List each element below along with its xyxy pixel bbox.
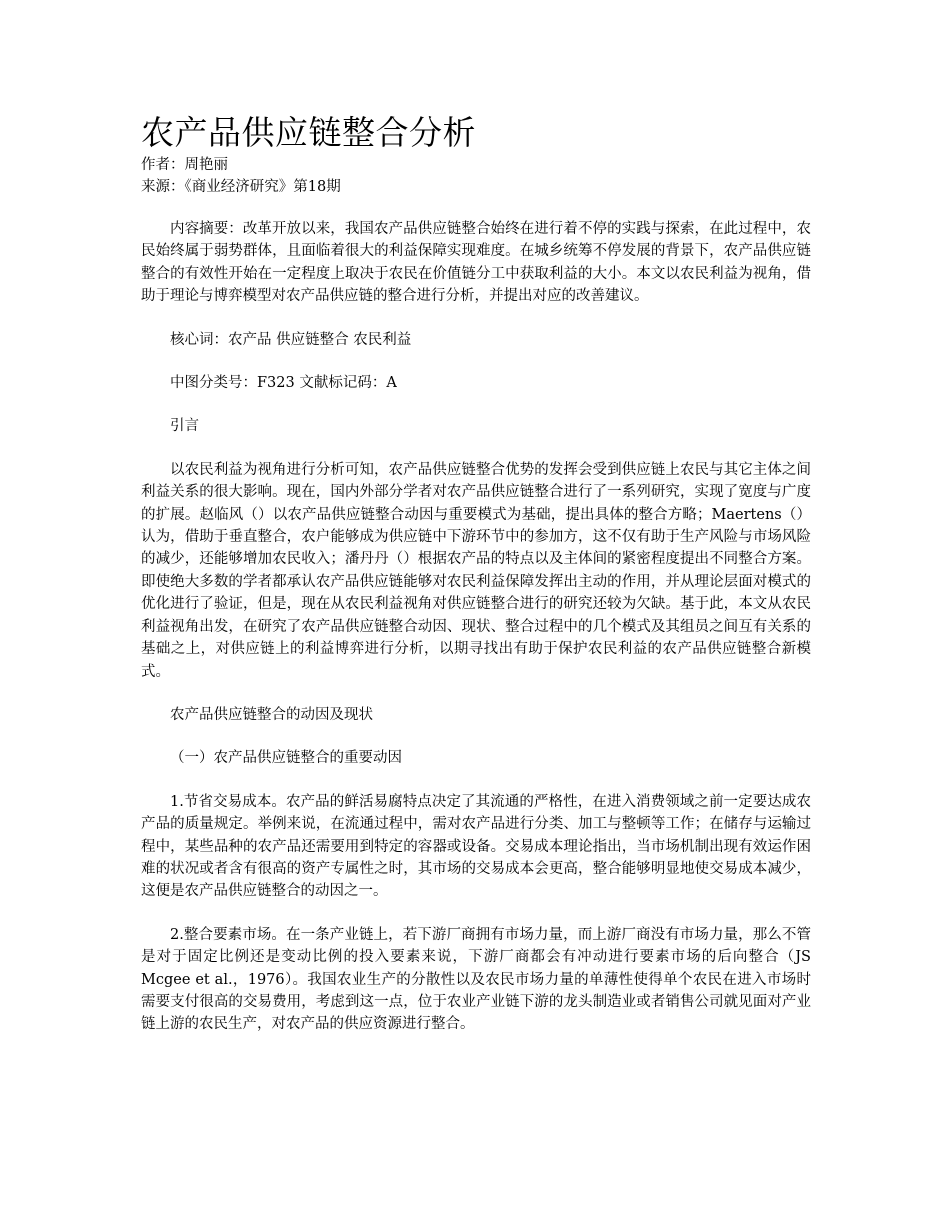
- abstract-paragraph: 内容摘要：改革开放以来，我国农产品供应链整合始终在进行着不停的实践与探索，在此过程中，农民始终属于弱势群体，且面临着很大的利益保障实现难度。在城乡统筹不停发展的背景下，农产品供应链整合的有效性开始在一定程度上取决于农民在价值链分工中获取利益的大小。本文以农民利益为视角，借助于理论与博弈模型对农产品供应链的整合进行分析，并提出对应的改善建议。: [141, 221, 811, 305]
- subsection-heading-motives: （一）农产品供应链整合的重要动因: [170, 750, 402, 767]
- motive-1-paragraph: 1.节省交易成本。农产品的鲜活易腐特点决定了其流通的严格性，在进入消费领域之前一定要达成农产品的质量规定。举例来说，在流通过程中，需对农产品进行分类、加工与整顿等工作；在储存与运输过程中，某些品种的农产品还需要用到特定的容器或设备。交易成本理论指出，当市场机制出现有效运作困难的状况或者含有很高的资产专属性之时，其市场的交易成本会更高，整合能够明显地使交易成本减少，这便是农产品供应链整合的动因之一。: [141, 793, 811, 900]
- document-title: 农产品供应链整合分析: [141, 113, 476, 152]
- motive-2-paragraph: 2.整合要素市场。在一条产业链上，若下游厂商拥有市场力量，而上游厂商没有市场力量，那么不管是对于固定比例还是变动比例的投入要素来说，下游厂商都会有冲动进行要素市场的后向整合（JS Mcgee et al.，1976）。我国农业生产的分散性以及农民市场力量的单薄性使得单个农民在进入市场时需要支付很高的交易费用，考虑到这一点，位于农业产业链下游的龙头制造业或者销售公司就见面对产业链上游的农民生产，对农产品的供应资源进行整合。: [141, 926, 811, 1033]
- introduction-paragraph: 以农民利益为视角进行分析可知，农产品供应链整合优势的发挥会受到供应链上农民与其它主体之间利益关系的很大影响。现在，国内外部分学者对农产品供应链整合进行了一系列研究，实现了宽度与广度的扩展。赵临风（）以农产品供应链整合动因与重要模式为基础，提出具体的整合方略；Maertens（）认为，借助于垂直整合，农户能够成为供应链中下游环节中的参加方，这不仅有助于生产风险与市场风险的减少，还能够增加农民收入；潘丹丹（）根据农产品的特点以及主体间的紧密程度提出不同整合方案。即使绝大多数的学者都承认农产品供应链能够对农民利益保障发挥出主动的作用，并从理论层面对模式的优化进行了验证，但是，现在从农民利益视角对供应链整合进行的研究还较为欠缺。基于此，本文从农民利益视角出发，在研究了农产品供应链整合动因、现状、整合过程中的几个模式及其组员之间互有关系的基础之上，对供应链上的利益博弈进行分析，以期寻找出有助于保护农民利益的农产品供应链整合新模式。: [141, 461, 811, 680]
- source-line: 来源：《商业经济研究》第18期: [141, 179, 341, 195]
- keywords-paragraph: 核心词：农产品 供应链整合 农民利益: [170, 331, 412, 348]
- classification-paragraph: 中图分类号：F323 文献标记码：A: [170, 375, 397, 392]
- section-heading-introduction: 引言: [170, 418, 199, 435]
- author-line: 作者：周艳丽: [141, 157, 228, 173]
- document-page: [141, 112, 811, 1036]
- section-heading-motives: 农产品供应链整合的动因及现状: [170, 706, 373, 723]
